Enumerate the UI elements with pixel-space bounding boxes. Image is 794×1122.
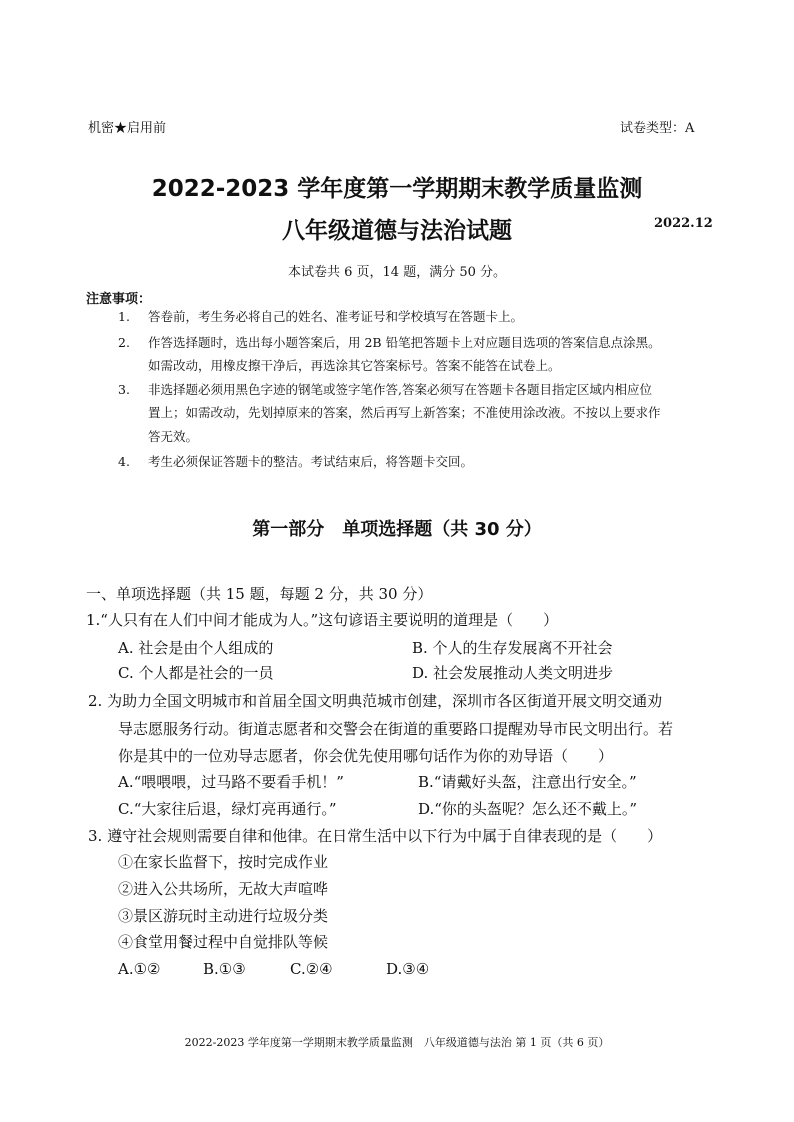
question-2-option-b: B.“请戴好头盔，注意出行安全。”	[418, 773, 637, 791]
notice-item-2: 2. 作答选择题时，选出每小题答案后，用 2B 铅笔把答题卡上对应题目选项的答案信息点涂黑。	[118, 335, 661, 350]
question-1-option-c: C. 个人都是社会的一员	[118, 664, 274, 682]
question-3-option-d: D.③④	[386, 960, 430, 978]
notice-item-3-cont2: 答无效。	[148, 429, 199, 444]
question-1-option-b: B. 个人的生存发展离不开社会	[412, 639, 613, 657]
exam-date: 2022.12	[654, 216, 713, 231]
question-1-option-a: A. 社会是由个人组成的	[118, 639, 274, 657]
notice-item-3-cont1: 置上；如需改动，先划掉原来的答案，然后再写上新答案；不准使用涂改液。不按以上要求作	[148, 405, 661, 420]
notice-item-1: 1. 答卷前，考生务必将自己的姓名、准考证号和学校填写在答题卡上。	[118, 309, 524, 324]
confidential-label: 机密★启用前	[88, 121, 167, 136]
part-one-title: 第一部分 单项选择题（共 30 分）	[252, 519, 542, 540]
exam-subject-title: 八年级道德与法治试题	[282, 218, 512, 244]
question-3-item-3: ③景区游玩时主动进行垃圾分类	[118, 907, 329, 925]
notice-heading: 注意事项：	[86, 292, 152, 307]
paper-type-label: 试卷类型：A	[620, 121, 695, 136]
section-heading: 一、单项选择题（共 15 题，每题 2 分，共 30 分）	[86, 585, 433, 603]
question-1-stem: 1.“人只有在人们中间才能成为人。”这句谚语主要说明的道理是（ ）	[86, 611, 559, 629]
page-footer: 2022-2023 学年度第一学期期末教学质量监测 八年级道德与法治 第 1 页（共 6 页）	[184, 1036, 610, 1049]
question-3-item-4: ④食堂用餐过程中自觉排队等候	[118, 933, 329, 951]
exam-title: 2022-2023 学年度第一学期期末教学质量监测	[151, 176, 643, 202]
question-3-stem: 3. 遵守社会规则需要自律和他律。在日常生活中以下行为中属于自律表现的是（ ）	[88, 827, 663, 845]
question-2-stem-line3: 你是其中的一位劝导志愿者，你会优先使用哪句话作为你的劝导语（ ）	[118, 747, 614, 765]
notice-item-4: 4. 考生必须保证答题卡的整洁。考试结束后，将答题卡交回。	[118, 454, 474, 469]
question-2-stem-line1: 2. 为助力全国文明城市和首届全国文明典范城市创建，深圳市各区街道开展文明交通劝	[88, 692, 663, 710]
question-3-item-1: ①在家长监督下，按时完成作业	[118, 853, 329, 871]
notice-item-3: 3. 非选择题必须用黑色字迹的钢笔或签字笔作答,答案必须写在答题卡各题目指定区域内相应位	[118, 382, 652, 397]
question-2-stem-line2: 导志愿服务行动。街道志愿者和交警会在街道的重要路口提醒劝导市民文明出行。若	[118, 720, 674, 738]
question-3-item-2: ②进入公共场所，无故大声喧哗	[118, 880, 329, 898]
exam-info: 本试卷共 6 页，14 题，满分 50 分。	[287, 265, 507, 280]
notice-item-2-cont: 如需改动，用橡皮擦干净后，再选涂其它答案标号。答案不能答在试卷上。	[148, 358, 561, 373]
question-2-option-c: C.“大家往后退，绿灯亮再通行。”	[118, 800, 337, 818]
question-2-option-d: D.“你的头盔呢？怎么还不戴上。”	[418, 800, 638, 818]
question-3-option-a: A.①②	[118, 960, 161, 978]
question-3-option-c: C.②④	[290, 960, 333, 978]
question-1-option-d: D. 社会发展推动人类文明进步	[412, 664, 614, 682]
question-3-option-b: B.①③	[203, 960, 246, 978]
question-2-option-a: A.“喂喂喂，过马路不要看手机！”	[118, 773, 344, 791]
